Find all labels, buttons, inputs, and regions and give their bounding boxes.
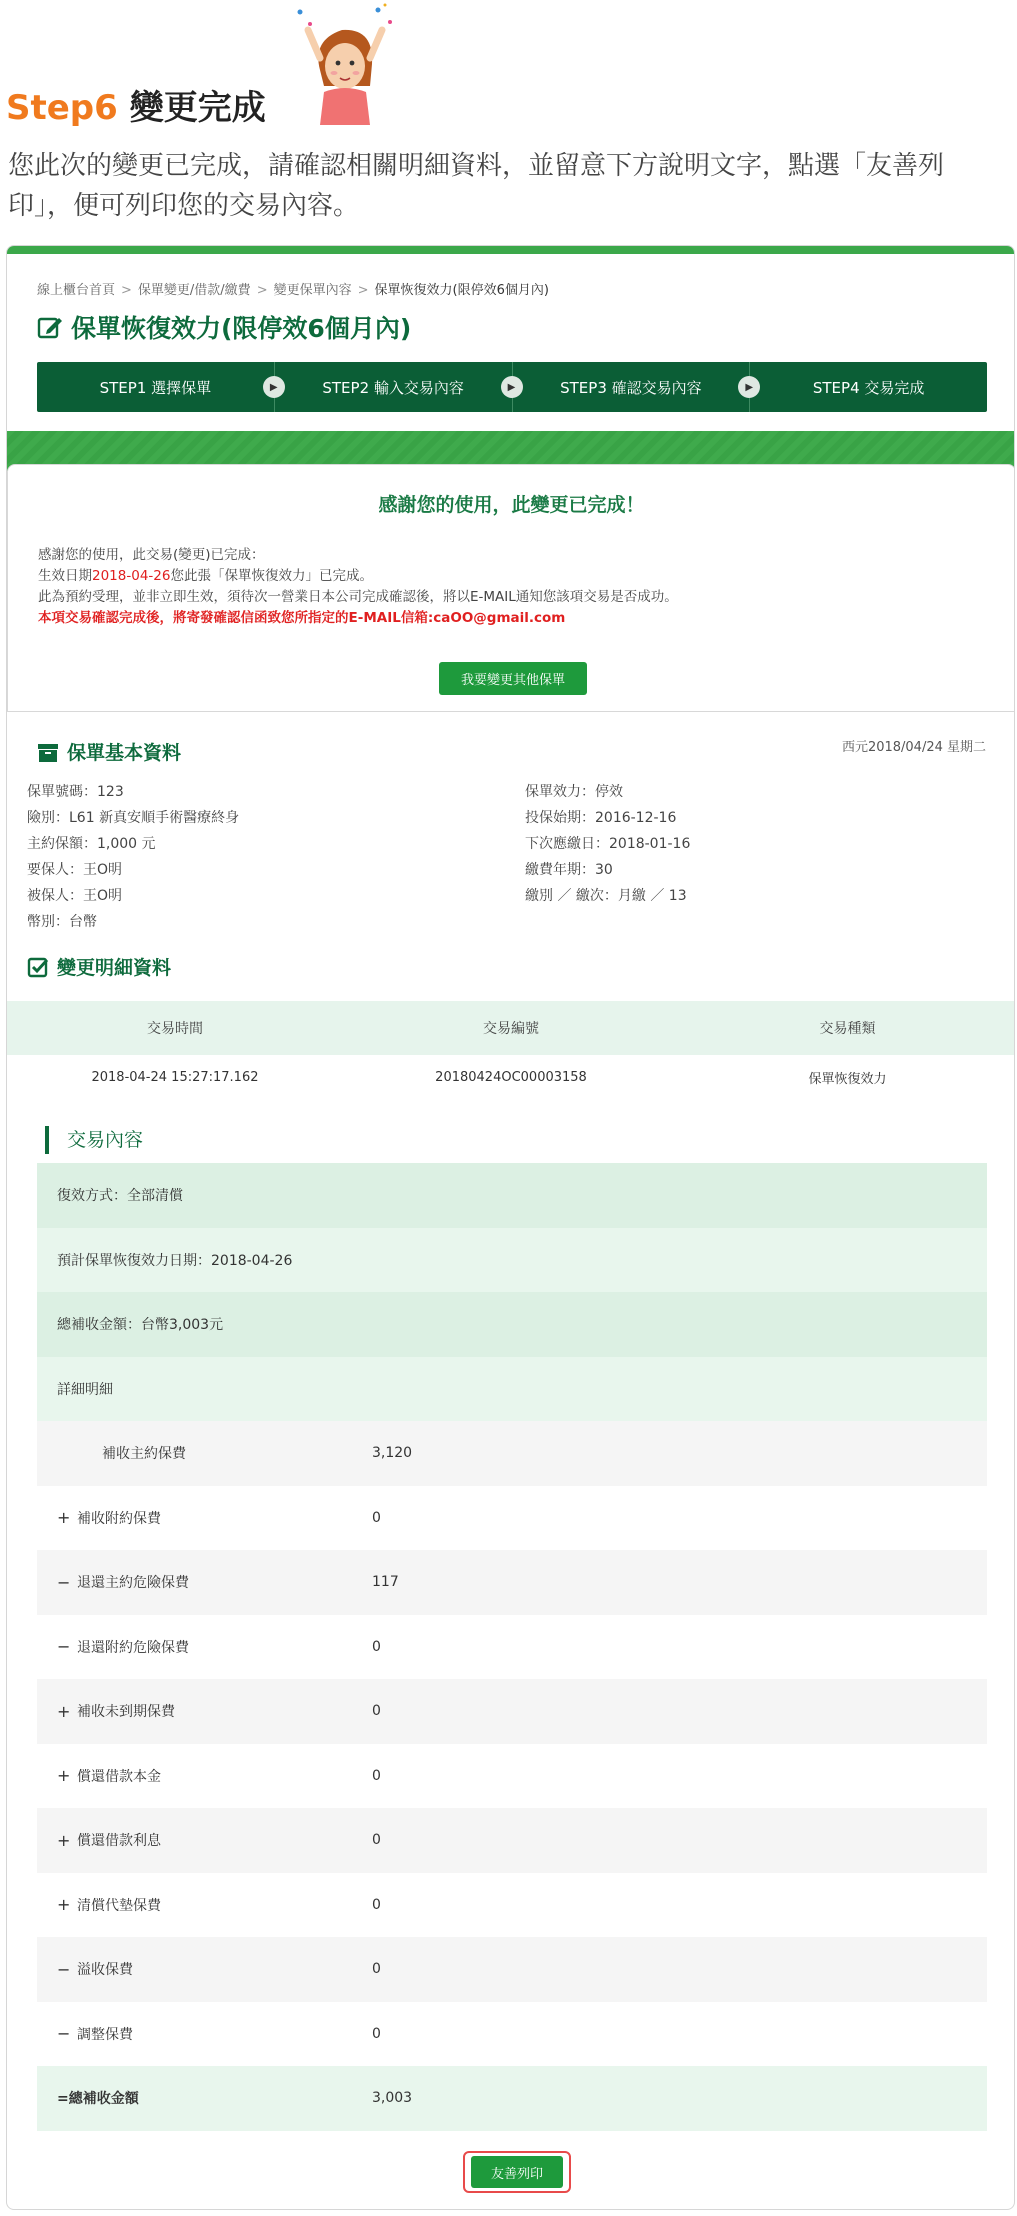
detail-label: 補收主約保費 [102,1446,186,1463]
breadcrumb [37,279,549,298]
effective-date: 2018-04-26 [92,568,171,584]
table-row [7,1055,1015,1099]
step-arrow-icon: ▶ [738,376,760,398]
detail-label: 退還附約危險保費 [77,1639,189,1656]
detail-label: 償還借款本金 [77,1768,161,1785]
change-section-header [27,953,171,980]
main-card [6,245,1015,2210]
detail-label: 溢收保費 [77,1962,133,1979]
email-notice: 本項交易確認完成後，將寄發確認信函致您所指定的E-MAIL信箱:caOO@gmail.com [38,610,566,626]
policy-info-left [27,779,239,935]
change-table-header [7,1001,1015,1055]
change-section-title: 變更明細資料 [57,957,172,979]
detail-value: 0 [372,1703,381,1720]
plus-icon: + [57,1701,71,1721]
transaction-table [37,1163,987,2131]
minus-icon: − [57,1959,71,1979]
plus-icon: + [57,1508,71,1528]
policy-currency: 幣別：台幣 [27,914,97,930]
policy-amount: 主約保額：1,000 元 [27,836,156,852]
step-3 [513,362,754,412]
step-4-label: STEP4 交易完成 [812,378,925,397]
policy-status: 保單效力：停效 [525,784,623,800]
payment-years: 繳費年期：30 [525,862,613,878]
intro-text: 您此次的變更已完成，請確認相關明細資料，並留意下方說明文字，點選「友善列印」，便可列印您的交易內容。 [8,151,945,221]
success-message [38,545,678,629]
table-row [37,1744,987,1809]
policy-info-right [525,779,690,909]
plus-icon: + [57,1766,71,1786]
detail-label: 補收附約保費 [77,1510,161,1527]
step-arrow-icon: ▶ [501,376,523,398]
success-line-2 [38,566,678,587]
policy-section-title: 保單基本資料 [67,742,182,764]
detail-value: 0 [372,2025,381,2042]
edit-icon [37,314,63,340]
detail-value: 0 [372,1638,381,1655]
next-due-date: 下次應繳日：2018-01-16 [525,836,691,852]
step-name: 變更完成 [129,88,266,128]
page-title-text: 保單恢復效力(限停效6個月內) [71,314,412,343]
detail-value: 117 [372,1574,399,1591]
list-item [37,1292,987,1357]
card-top-bar [7,246,1014,254]
page-title [37,309,411,345]
policy-insured: 被保人：王O明 [27,888,123,904]
detail-label: 償還借款利息 [77,1833,161,1850]
list-item [37,1357,987,1422]
breadcrumb-policy[interactable]: 變更保單內容 [273,283,352,298]
cell-time: 2018-04-24 15:27:17.162 [91,1069,259,1085]
minus-icon: − [57,1572,71,1592]
archive-box-icon [37,741,59,763]
detail-label: 清償代墊保費 [77,1897,161,1914]
breadcrumb-separator: > [256,283,268,298]
step-2 [275,362,516,412]
step-4 [750,362,987,412]
print-button-frame [463,2151,571,2193]
total-label: =總補收金額 [57,2091,139,2108]
table-row [37,1550,987,1615]
minus-icon: − [57,2024,71,2044]
total-row [37,2066,987,2131]
policy-holder: 要保人：王O明 [27,862,123,878]
detail-value: 3,120 [372,1445,413,1462]
step-title [6,80,266,129]
change-other-policy-button[interactable]: 我要變更其他保單 [439,662,587,695]
detail-label: 調整保費 [77,2026,133,2043]
column-type: 交易種類 [819,1021,876,1037]
success-title: 感謝您的使用，此變更已完成！ [378,494,645,516]
success-line-1: 感謝您的使用，此交易(變更)已完成： [38,547,265,563]
step-1-label: STEP1 選擇保單 [99,378,212,397]
detail-value: 0 [372,1509,381,1526]
list-item [37,1228,987,1293]
success-panel [7,464,1015,712]
cell-type: 保單恢復效力 [808,1071,887,1087]
breadcrumb-change[interactable]: 保單變更/借款/繳費 [137,283,251,298]
payment-frequency: 繳別 ／ 繳次：月繳 ／ 13 [525,888,687,904]
table-row [37,1615,987,1680]
step-arrow-icon: ▶ [263,376,285,398]
step-header [0,0,1017,235]
change-table [7,1001,1015,1099]
checkbox-icon [27,956,49,978]
detail-value: 0 [372,1896,381,1913]
plus-icon: + [57,1895,71,1915]
cell-number: 20180424OC00003158 [435,1069,587,1085]
step-3-label: STEP3 確認交易內容 [560,378,702,397]
table-row [37,2002,987,2067]
detail-label: 退還主約危險保費 [77,1575,189,1592]
transaction-section-title: 交易內容 [45,1126,143,1154]
expected-effective-date: 預計保單恢復效力日期：2018-04-26 [57,1252,293,1269]
table-row [37,1873,987,1938]
breadcrumb-home[interactable]: 線上櫃台首頁 [37,283,116,298]
detail-value: 0 [372,1832,381,1849]
step-2-label: STEP2 輸入交易內容 [322,378,464,397]
table-row [37,1937,987,2002]
total-amount: 總補收金額：台幣3,003元 [57,1317,224,1334]
table-row [37,1808,987,1873]
total-value: 3,003 [372,2090,413,2107]
breadcrumb-separator: > [121,283,132,298]
celebration-mascot-icon [290,0,400,125]
breadcrumb-separator: > [357,283,369,298]
reinstatement-method: 復效方式：全部清償 [57,1188,183,1205]
effective-date-label: 生效日期 [38,568,92,584]
step-number: Step6 [6,88,118,128]
policy-type: 險別：L61 新真安順手術醫療終身 [27,810,240,826]
progress-steps [37,362,987,412]
table-row [37,1679,987,1744]
detail-heading: 詳細明細 [57,1381,113,1398]
table-row [37,1486,987,1551]
print-button[interactable]: 友善列印 [471,2156,563,2188]
plus-icon: + [57,1830,71,1850]
step-1 [37,362,278,412]
effective-date-note: 您此張「保單恢復效力」已完成。 [170,568,373,584]
detail-value: 0 [372,1961,381,1978]
detail-label: 補收未到期保費 [77,1704,175,1721]
policy-section-header [37,738,181,765]
minus-icon: − [57,1637,71,1657]
breadcrumb-current: 保單恢復效力(限停效6個月內) [374,283,549,298]
policy-start-date: 投保始期：2016-12-16 [525,810,677,826]
column-number: 交易編號 [483,1021,539,1037]
current-date: 西元2018/04/24 星期二 [841,740,986,755]
column-time: 交易時間 [147,1021,203,1037]
policy-number: 保單號碼：123 [27,784,124,800]
table-row [37,1421,987,1486]
detail-value: 0 [372,1767,381,1784]
list-item [37,1163,987,1228]
success-line-3: 此為預約受理，並非立即生效，須待次一營業日本公司完成確認後，將以E-MAIL通知您該項交易是否成功。 [38,589,678,605]
